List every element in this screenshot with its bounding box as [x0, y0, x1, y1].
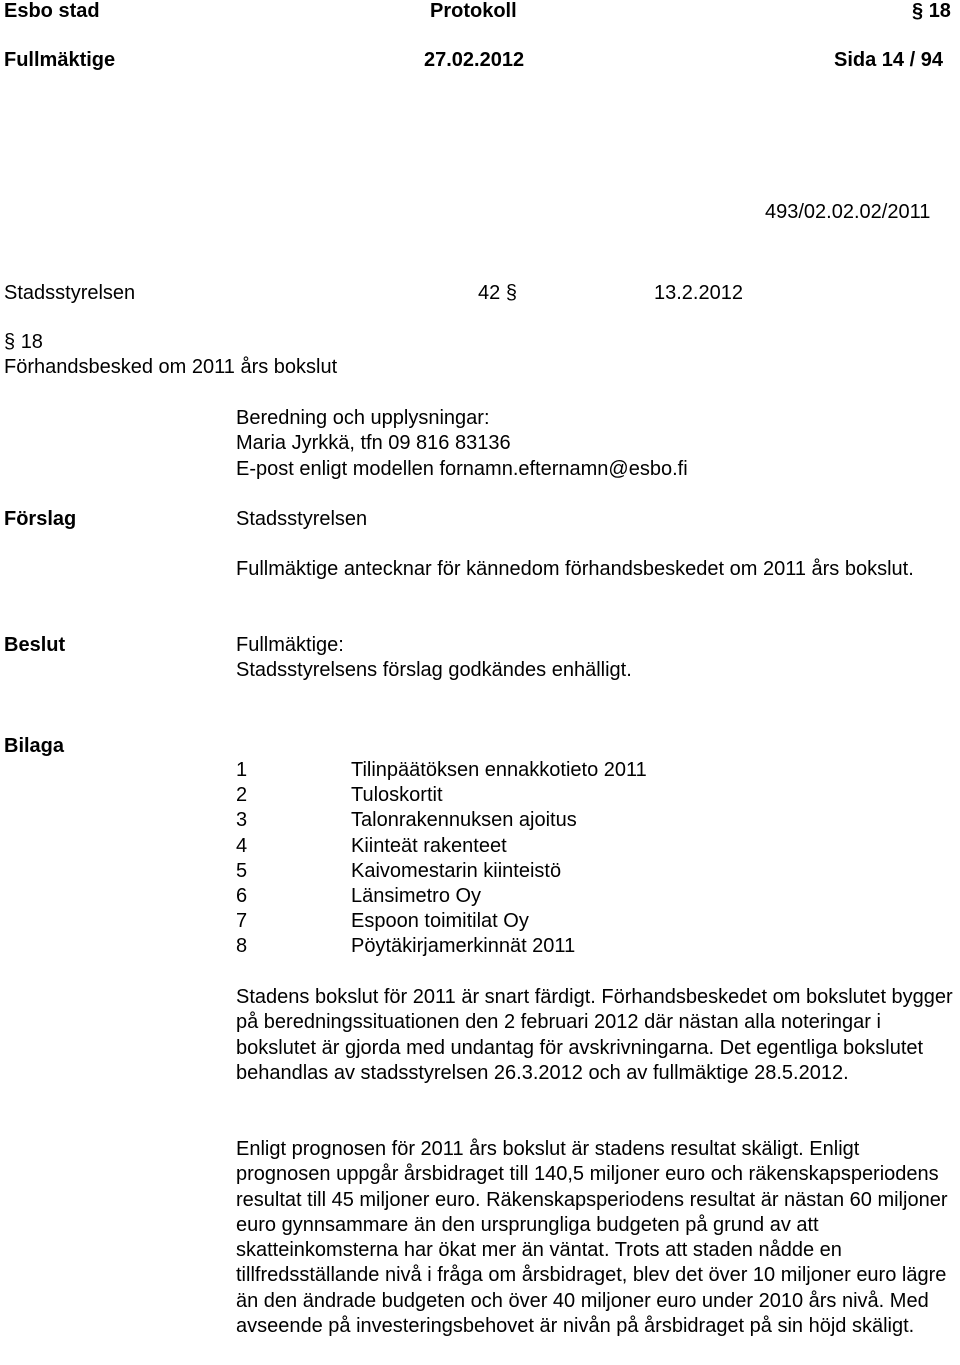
section-sign: §	[912, 0, 924, 22]
proposal-label: Förslag	[4, 508, 77, 530]
attachment-number: 2	[236, 784, 248, 807]
decision-block	[236, 633, 936, 684]
page-number: Sida 14 / 94	[834, 49, 943, 71]
case-reference: 493/02.02.02/2011	[765, 201, 931, 223]
header-body: Fullmäktige	[4, 49, 116, 71]
preparation-line: E-post enligt modellen fornamn.efternamn@esbo.fi	[236, 457, 688, 480]
attachment-list	[236, 758, 936, 960]
proposal-text: Fullmäktige antecknar för kännedom förhandsbeskedet om 2011 års bokslut.	[236, 558, 914, 580]
list-item	[236, 859, 936, 884]
prior-number-value: 42	[478, 282, 501, 304]
attachment-title: Tuloskortit	[351, 784, 443, 807]
attachment-title: Tilinpäätöksen ennakkotieto 2011	[351, 759, 647, 781]
section-sign: §	[505, 282, 517, 304]
decision-label: Beslut	[4, 634, 66, 656]
attachment-number: 6	[236, 884, 248, 907]
list-item	[236, 934, 936, 959]
list-item	[236, 783, 936, 808]
attachment-number: 8	[236, 935, 248, 958]
body-paragraph-2: Enligt prognosen för 2011 års bokslut är stadens resultat skäligt. Enligt prognosen uppgår årsbidraget till 140,5 miljoner euro och räkenskapsperiodens resultat till 45 miljoner euro. Räkenskapsperiodens resultat är nästan 60 miljoner euro gynnsammare än den ursprungliga budgeten på grund av att skatteinkomsterna har ökat mer än väntat. Trots att staden nådde en tillfredsställande nivå i fråga om årsbidraget, blev det över 10 miljoner euro lägre än den ändrade budgeten och över 40 miljoner euro under 2010 års nivå. Med avseende på investeringsbehovet är nivån på årsbidraget på sin höjd skäligt.	[236, 1138, 948, 1338]
list-item	[236, 909, 936, 934]
attachment-number: 3	[236, 809, 248, 832]
decision-text: Stadsstyrelsens förslag godkändes enhälligt.	[236, 659, 632, 682]
list-item	[236, 884, 936, 909]
preparation-line: Beredning och upplysningar:	[236, 407, 490, 429]
attachment-title: Talonrakennuksen ajoitus	[351, 809, 577, 832]
preparation-info	[236, 406, 936, 482]
header-section	[912, 0, 951, 24]
list-item	[236, 758, 936, 783]
attachment-title: Kaivomestarin kiinteistö	[351, 859, 562, 882]
item-number	[4, 330, 43, 355]
attachment-title: Espoon toimitilat Oy	[351, 910, 529, 933]
preparation-line: Maria Jyrkkä, tfn 09 816 83136	[236, 432, 511, 455]
attachment-title: Länsimetro Oy	[351, 884, 482, 907]
attachments-label: Bilaga	[4, 735, 65, 757]
attachment-number: 5	[236, 859, 248, 882]
prior-body: Stadsstyrelsen	[4, 282, 136, 304]
item-title: Förhandsbesked om 2011 års bokslut	[4, 356, 338, 378]
attachment-number: 1	[236, 759, 248, 781]
attachment-title: Pöytäkirjamerkinnät 2011	[351, 935, 576, 958]
header-date: 27.02.2012	[424, 49, 525, 71]
body-paragraph-1: Stadens bokslut för 2011 är snart färdigt. Förhandsbeskedet om bokslutet bygger på beredningssituationen den 2 februari 2012 där nästan alla noteringar i bokslutet är gjorda med undantag för avskrivningarna. Det egentliga bokslutet behandlas av stadsstyrelsen 26.3.2012 och av fullmäktige 28.5.2012.	[236, 986, 953, 1084]
prior-date: 13.2.2012	[654, 282, 743, 304]
header-section-number: 18	[928, 0, 951, 22]
list-item	[236, 808, 936, 833]
org-name: Esbo stad	[4, 0, 100, 22]
attachment-number: 4	[236, 834, 248, 857]
item-number-value: 18	[20, 331, 43, 353]
section-sign: §	[4, 331, 16, 353]
proposal-body: Stadsstyrelsen	[236, 508, 368, 530]
decision-body: Fullmäktige:	[236, 634, 344, 656]
doc-type: Protokoll	[430, 0, 517, 22]
prior-number	[478, 281, 517, 306]
attachment-title: Kiinteät rakenteet	[351, 834, 507, 857]
attachment-number: 7	[236, 910, 248, 933]
list-item	[236, 834, 936, 859]
